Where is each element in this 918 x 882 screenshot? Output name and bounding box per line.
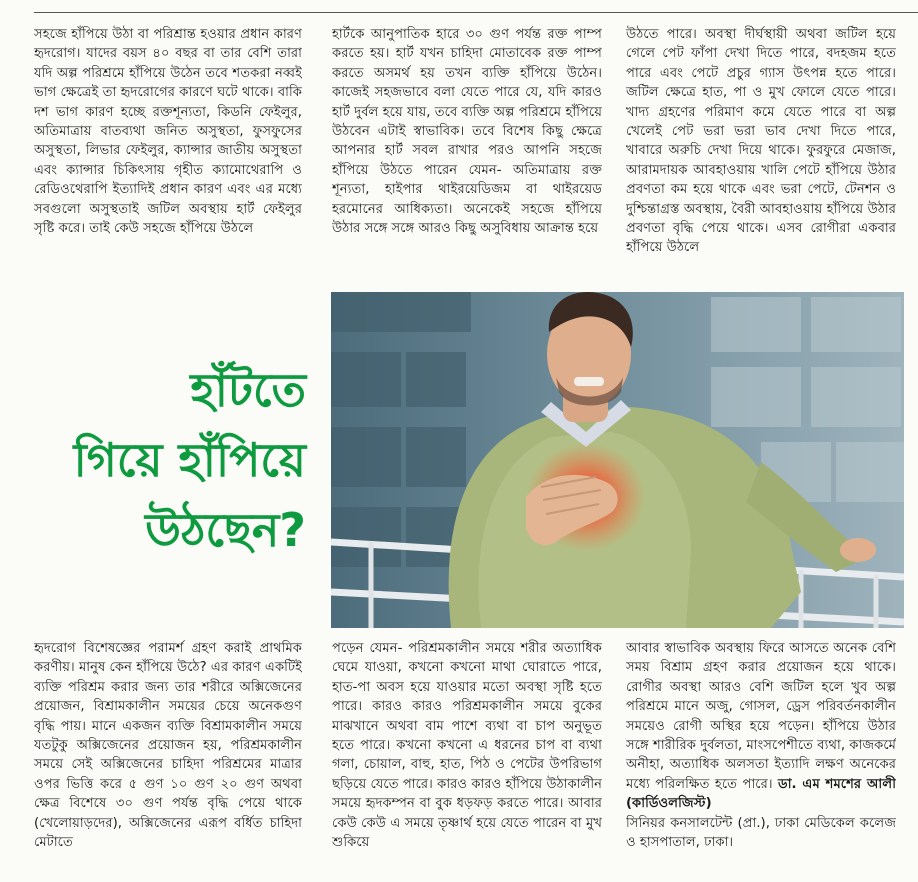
- headline-line-2: গিয়ে হাঁপিয়ে: [73, 433, 306, 487]
- headline-line-1: হাঁটতে: [190, 363, 306, 417]
- top-rule: [34, 12, 918, 13]
- article-column-6: [626, 639, 896, 875]
- photo-illustration: [331, 292, 904, 628]
- article-column-1: সহজে হাঁপিয়ে উঠা বা পরিশ্রান্ত হওয়ার প্রধান কারণ হৃদরোগ। যাদের বয়স ৪০ বছর বা তার বেশি তারা যদি অল্প পরিশ্রমে হাঁপিয়ে উঠেন তবে শতকরা নব্বই ভাগ ক্ষেত্রেই তা হৃদরোগের কারণে ঘটে থাকে। বাকি দশ ভাগ কারণ হচ্ছে রক্তশূন্যতা, কিডনি ফেইলুর, অতিমাত্রায় বাতব্যথা জনিত অসুস্থতা, ফুসফুসের অসুস্থতা, লিভার ফেইলুর, ক্যান্সার জাতীয় অসুস্থতা এবং ক্যান্সার চিকিৎসায় গৃহীত ক্যামোথেরাপি ও রেডিওথেরাপি ইত্যাদিই প্রধান কারণ এবং এর মধ্যে সবগুলো অসুস্থতাই জটিল অবস্থায় হার্ট ফেইলুর সৃষ্টি করে। তাই কেউ সহজে হাঁপিয়ে উঠলে: [34, 27, 302, 237]
- author-designation: সিনিয়র কনসালটেন্ট (প্রা.), ঢাকা মেডিকেল কলেজ ও হাসপাতাল, ঢাকা।: [626, 815, 896, 851]
- article-photo: [331, 292, 904, 628]
- article-column-2: হার্টকে আনুপাতিক হারে ৩০ গুণ পর্যন্ত রক্ত পাম্প করতে হয়। হার্ট যখন চাহিদা মোতাবেক রক্ত পাম্প করতে অসমর্থ হয় তখন ব্যক্তি হাঁপিয়ে উঠেন। কাজেই সহজভাবে বলা যেতে পারে যে, যদি কারও হার্ট দুর্বল হয়ে যায়, তবে ব্যক্তি অল্প পরিশ্রমে হাঁপিয়ে উঠবেন এটাই স্বাভাবিক। তবে বিশেষ কিছু ক্ষেত্রে আপনার হার্ট সবল রাখার পরও আপনি সহজে হাঁপিয়ে উঠতে পারেন যেমন- অতিমাত্রায় রক্ত শূন্যতা, হাইপার থাইরয়েডিজম বা থাইরয়েড হরমোনের আধিক্যতা। অনেকেই সহজে হাঁপিয়ে উঠার সঙ্গে সঙ্গে আরও কিছু অসুবিধায় আক্রান্ত হয়ে: [332, 27, 602, 237]
- article-column-3: উঠতে পারে। অবস্থা দীর্ঘস্থায়ী অথবা জটিল হয়ে গেলে পেট ফাঁপা দেখা দিতে পারে, বদহজম হতে পারে এবং পেটে প্রচুর গ্যাস উৎপন্ন হতে পারে। জটিল ক্ষেত্রে হাত, পা ও মুখ ফোলে যেতে পারে। খাদ্য গ্রহণের পরিমাণ কমে যেতে পারে বা অল্প খেলেই পেট ভরা ভরা ভাব দেখা দিতে পারে, খাবারে অরুচি দেখা দিয়ে থাকে। ফুরফুরে মেজাজ, আরামদায়ক আবহাওয়ায় খালি পেটে হাঁপিয়ে উঠার প্রবণতা কম হয়ে থাকে এবং ভরা পেটে, টেনশন ও দুশ্চিন্তাগ্রস্ত অবস্থায়, বৈরী আবহাওয়ায় হাঁপিয়ে উঠার প্রবণতা বৃদ্ধি পেয়ে থাকে। এসব রোগীরা একবার হাঁপিয়ে উঠলে: [626, 27, 896, 256]
- article-column-6-text: আবার স্বাভাবিক অবস্থায় ফিরে আসতে অনেক বেশি সময় বিশ্রাম গ্রহণ করার প্রয়োজন হয়ে থাকে। রোগীর অবস্থা আরও বেশি জটিল হলে খুব অল্প পরিশ্রমে মানে অজু, গোসল, ড্রেস পরিবর্তনকালীন সময়েও রোগী অস্থির হয়ে পড়েন। হাঁপিয়ে উঠার সঙ্গে শারীরিক দুর্বলতা, মাংসপেশীতে ব্যথা, কাজকর্মে অনীহা, অত্যাধিক অলসতা ইত্যাদি লক্ষণ অনেকের মধ্যে পরিলক্ষিত হতে পারে।: [626, 641, 896, 792]
- headline-line-3: উঠছেন?: [145, 503, 306, 557]
- author-name: ডা. এম শমশের আলী (কার্ডিওলজিস্ট): [626, 776, 896, 812]
- headline: [6, 355, 306, 565]
- article-column-4: হৃদরোগ বিশেষজ্ঞের পরামর্শ গ্রহণ করাই প্রাথমিক করণীয়। মানুষ কেন হাঁপিয়ে উঠে? এর কারণ একটিই ব্যক্তি পরিশ্রম করার জন্য তার শরীরে অক্সিজেনের প্রয়োজন, বিশ্রামকালীন সময়ের চেয়ে অনেকগুণ বৃদ্ধি পায়। মানে একজন ব্যক্তি বিশ্রামকালীন সময়ে যতটুকু অক্সিজেনের প্রয়োজন হয়, পরিশ্রমকালীন সময়ে সেই অক্সিজেনের চাহিদা পরিশ্রমের মাত্রার ওপর ভিত্তি করে ৫ গুণ ১০ গুণ ২০ গুণ অথবা ক্ষেত্র বিশেষে ৩০ গুণ পর্যন্ত বৃদ্ধি পেয়ে থাকে (খেলোয়াড়দের), অক্সিজেনের এরূপ বর্ধিত চাহিদা মেটাতে: [34, 641, 302, 851]
- article-column-5: পড়েন যেমন- পরিশ্রমকালীন সময়ে শরীর অত্যাধিক ঘেমে যাওয়া, কখনো কখনো মাথা ঘোরাতে পারে, হাত-পা অবস হয়ে যাওয়ার মতো অবস্থা সৃষ্টি হতে পারে। কারও কারও পরিশ্রমকালীন সময়ে বুকের মাঝখানে অথবা বাম পাশে ব্যথা বা চাপ অনুভূত হতে পারে। কখনো কখনো এ ধরনের চাপ বা ব্যথা গলা, চোয়াল, বাহু, হাত, পিঠ ও পেটের উপরিভাগ ছড়িয়ে যেতে পারে। কারও কারও হাঁপিয়ে উঠাকালীন সময়ে হৃদকম্পন বা বুক ধড়ফড় করতে পারে। আবার কেউ কেউ এ সময়ে তৃষ্ণার্থ হয়ে যেতে পারেন বা মুখ শুকিয়ে: [332, 641, 602, 851]
